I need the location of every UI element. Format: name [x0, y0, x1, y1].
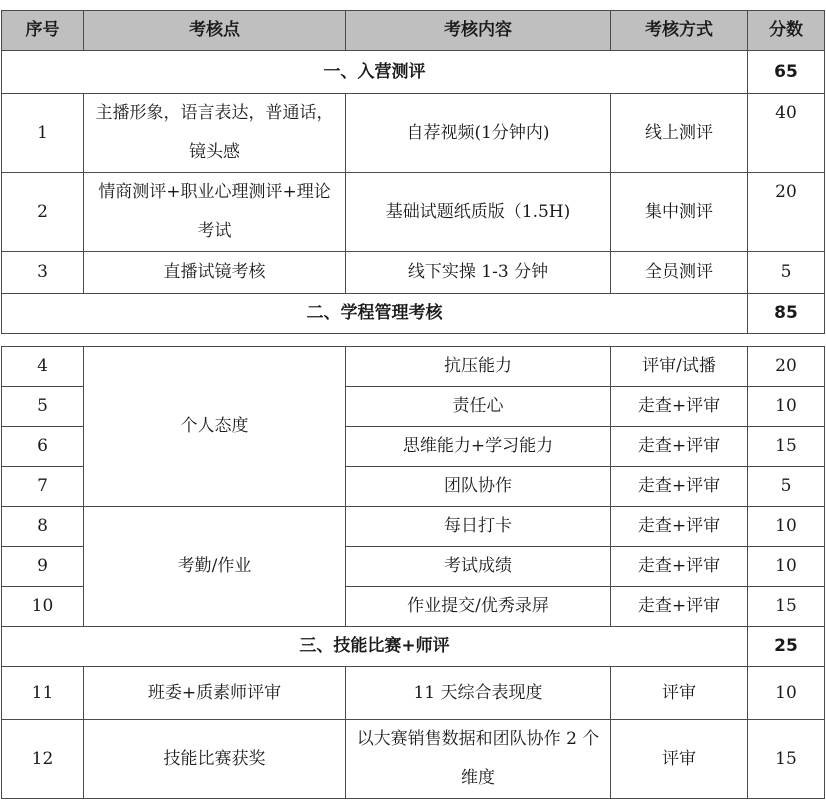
row-content: 思维能力+学习能力	[346, 427, 611, 467]
section-title: 三、技能比赛+师评	[2, 627, 748, 667]
row-content: 自荐视频(1分钟内)	[346, 94, 611, 173]
table-row	[2, 720, 825, 799]
row-score: 5	[748, 252, 825, 294]
row-no: 8	[2, 507, 84, 547]
table-row	[2, 347, 825, 387]
row-content: 考试成绩	[346, 547, 611, 587]
row-no: 7	[2, 467, 84, 507]
row-score: 20	[748, 173, 825, 252]
table-row	[2, 173, 825, 252]
row-method: 走查+评审	[611, 467, 748, 507]
row-no: 10	[2, 587, 84, 627]
row-point: 主播形象，语言表达，普通话，镜头感	[84, 94, 346, 173]
row-score: 10	[748, 547, 825, 587]
row-point: 技能比赛获奖	[84, 720, 346, 799]
assessment-table-part1	[1, 10, 825, 334]
row-point: 直播试镜考核	[84, 252, 346, 294]
row-method: 走查+评审	[611, 427, 748, 467]
table-row	[2, 667, 825, 720]
row-no: 4	[2, 347, 84, 387]
assessment-table-part2	[1, 346, 825, 799]
row-no: 11	[2, 667, 84, 720]
row-score: 15	[748, 587, 825, 627]
row-method: 走查+评审	[611, 587, 748, 627]
group-point-attitude: 个人态度	[84, 347, 346, 507]
row-no: 1	[2, 94, 84, 173]
header-no: 序号	[2, 11, 84, 51]
row-content: 基础试题纸质版（1.5H)	[346, 173, 611, 252]
row-method: 集中测评	[611, 173, 748, 252]
group-point-attendance: 考勤/作业	[84, 507, 346, 627]
row-no: 12	[2, 720, 84, 799]
table-row	[2, 94, 825, 173]
row-score: 40	[748, 94, 825, 173]
section-row	[2, 51, 825, 94]
row-content: 作业提交/优秀录屏	[346, 587, 611, 627]
table-row	[2, 252, 825, 294]
header-method: 考核方式	[611, 11, 748, 51]
row-no: 6	[2, 427, 84, 467]
row-content: 11 天综合表现度	[346, 667, 611, 720]
row-content: 团队协作	[346, 467, 611, 507]
row-method: 线上测评	[611, 94, 748, 173]
section-row	[2, 627, 825, 667]
row-score: 15	[748, 427, 825, 467]
header-score: 分数	[748, 11, 825, 51]
row-content: 以大赛销售数据和团队协作 2 个维度	[346, 720, 611, 799]
row-method: 评审/试播	[611, 347, 748, 387]
header-content: 考核内容	[346, 11, 611, 51]
row-content: 抗压能力	[346, 347, 611, 387]
row-no: 3	[2, 252, 84, 294]
row-content: 责任心	[346, 387, 611, 427]
row-score: 10	[748, 387, 825, 427]
row-point: 班委+质素师评审	[84, 667, 346, 720]
row-method: 走查+评审	[611, 547, 748, 587]
row-method: 评审	[611, 720, 748, 799]
row-no: 5	[2, 387, 84, 427]
section-score: 25	[748, 627, 825, 667]
section-score: 65	[748, 51, 825, 94]
header-point: 考核点	[84, 11, 346, 51]
row-method: 走查+评审	[611, 507, 748, 547]
row-score: 10	[748, 507, 825, 547]
row-method: 走查+评审	[611, 387, 748, 427]
section-score: 85	[748, 294, 825, 334]
row-score: 5	[748, 467, 825, 507]
row-no: 2	[2, 173, 84, 252]
row-method: 全员测评	[611, 252, 748, 294]
row-score: 15	[748, 720, 825, 799]
section-title: 一、入营测评	[2, 51, 748, 94]
row-score: 20	[748, 347, 825, 387]
row-content: 每日打卡	[346, 507, 611, 547]
row-method: 评审	[611, 667, 748, 720]
table-row	[2, 507, 825, 547]
section-row	[2, 294, 825, 334]
row-score: 10	[748, 667, 825, 720]
row-point: 情商测评+职业心理测评+理论考试	[84, 173, 346, 252]
row-no: 9	[2, 547, 84, 587]
header-row	[2, 11, 825, 51]
section-title: 二、学程管理考核	[2, 294, 748, 334]
row-content: 线下实操 1-3 分钟	[346, 252, 611, 294]
